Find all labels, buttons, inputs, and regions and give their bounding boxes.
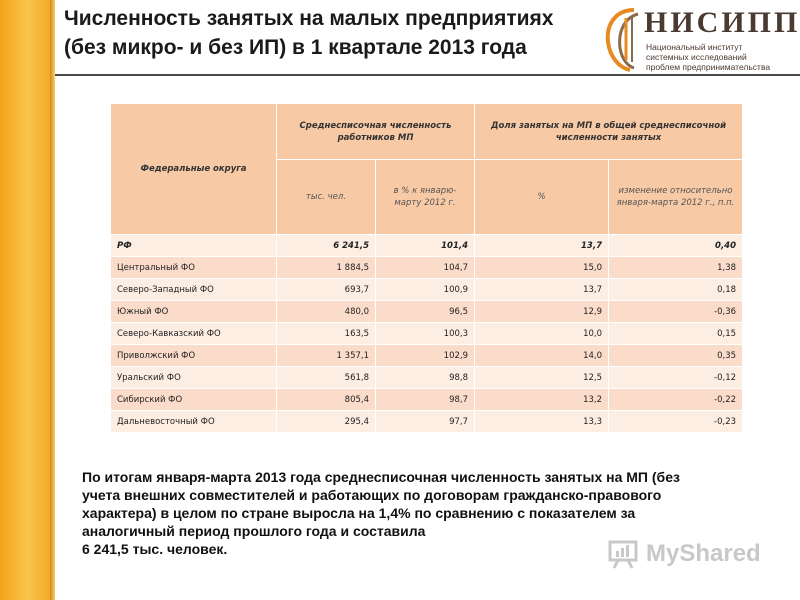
summary-line: учета внешних совместителей и работающих по договорам гражданско-правового (82, 487, 662, 503)
row-value: 1,38 (609, 257, 743, 279)
row-value: 15,0 (475, 257, 609, 279)
row-value: 0,18 (609, 279, 743, 301)
row-value: 100,3 (376, 323, 475, 345)
title-divider (55, 74, 800, 76)
row-value: 10,0 (475, 323, 609, 345)
row-value: 6 241,5 (277, 235, 376, 257)
watermark-text: MyShared (646, 540, 761, 567)
title-line-2: (без микро- и без ИП) в 1 квартале 2013 года (64, 36, 527, 59)
summary-line: 6 241,5 тыс. человек. (82, 541, 228, 557)
row-region: Дальневосточный ФО (111, 411, 277, 433)
row-value: 12,9 (475, 301, 609, 323)
table-row (111, 345, 743, 367)
table-row (111, 301, 743, 323)
row-region: Северо-Кавказский ФО (111, 323, 277, 345)
row-value: 0,15 (609, 323, 743, 345)
row-value: 561,8 (277, 367, 376, 389)
presentation-board-icon (608, 539, 638, 569)
header-group-share: Доля занятых на МП в общей среднесписочной численности занятых (475, 104, 743, 160)
logo-wordmark: НИСИПП (644, 6, 800, 39)
row-value: 100,9 (376, 279, 475, 301)
row-region: Сибирский ФО (111, 389, 277, 411)
row-value: 0,35 (609, 345, 743, 367)
row-value: 104,7 (376, 257, 475, 279)
table-row (111, 235, 743, 257)
logo-sub-line: системных исследований (646, 52, 747, 62)
table-row (111, 323, 743, 345)
row-value: 14,0 (475, 345, 609, 367)
table-row (111, 411, 743, 433)
header-group-employment: Среднесписочная численность работников МП (277, 104, 475, 160)
row-region: Приволжский ФО (111, 345, 277, 367)
decorative-left-bar (0, 0, 55, 600)
summary-line: По итогам января-марта 2013 года среднесписочная численность занятых на МП (без (82, 469, 680, 485)
logo-sub-line: проблем предпринимательства (646, 62, 771, 72)
row-value: 295,4 (277, 411, 376, 433)
row-value: 805,4 (277, 389, 376, 411)
row-value: 480,0 (277, 301, 376, 323)
summary-line: характера) в целом по стране выросла на 1,4% по сравнению с показателем за (82, 505, 636, 521)
row-value: 13,7 (475, 235, 609, 257)
table-row (111, 279, 743, 301)
nisipp-logo (600, 4, 800, 74)
table-row (111, 257, 743, 279)
row-value: -0,36 (609, 301, 743, 323)
logo-subtitle (646, 42, 796, 72)
row-value: 98,8 (376, 367, 475, 389)
row-region: Южный ФО (111, 301, 277, 323)
row-value: -0,23 (609, 411, 743, 433)
row-value: 12,5 (475, 367, 609, 389)
table-row (111, 389, 743, 411)
row-region: РФ (111, 235, 277, 257)
row-region: Уральский ФО (111, 367, 277, 389)
header-share-percent: % (475, 160, 609, 235)
row-value: 97,7 (376, 411, 475, 433)
header-change-pp: изменение относительно января-марта 2012 г., п.п. (609, 160, 743, 235)
row-value: 13,7 (475, 279, 609, 301)
row-value: 98,7 (376, 389, 475, 411)
row-value: 13,2 (475, 389, 609, 411)
row-value: 96,5 (376, 301, 475, 323)
table-row (111, 367, 743, 389)
row-value: 13,3 (475, 411, 609, 433)
page-title (64, 4, 584, 62)
header-thousands: тыс. чел. (277, 160, 376, 235)
row-value: 102,9 (376, 345, 475, 367)
row-region: Центральный ФО (111, 257, 277, 279)
row-value: 163,5 (277, 323, 376, 345)
row-value: 693,7 (277, 279, 376, 301)
row-value: 1 357,1 (277, 345, 376, 367)
myshared-watermark (608, 538, 778, 572)
row-value: 101,4 (376, 235, 475, 257)
employment-table (110, 103, 742, 433)
row-value: 1 884,5 (277, 257, 376, 279)
row-value: 0,40 (609, 235, 743, 257)
header-region: Федеральные округа (111, 104, 277, 235)
row-region: Северо-Западный ФО (111, 279, 277, 301)
title-line-1: Численность занятых на малых предприятиях (64, 7, 554, 30)
header-percent-2012: в % к январю-марту 2012 г. (376, 160, 475, 235)
row-value: -0,12 (609, 367, 743, 389)
row-value: -0,22 (609, 389, 743, 411)
summary-line: аналогичный период прошлого года и составила (82, 523, 426, 539)
logo-sub-line: Национальный институт (646, 42, 743, 52)
